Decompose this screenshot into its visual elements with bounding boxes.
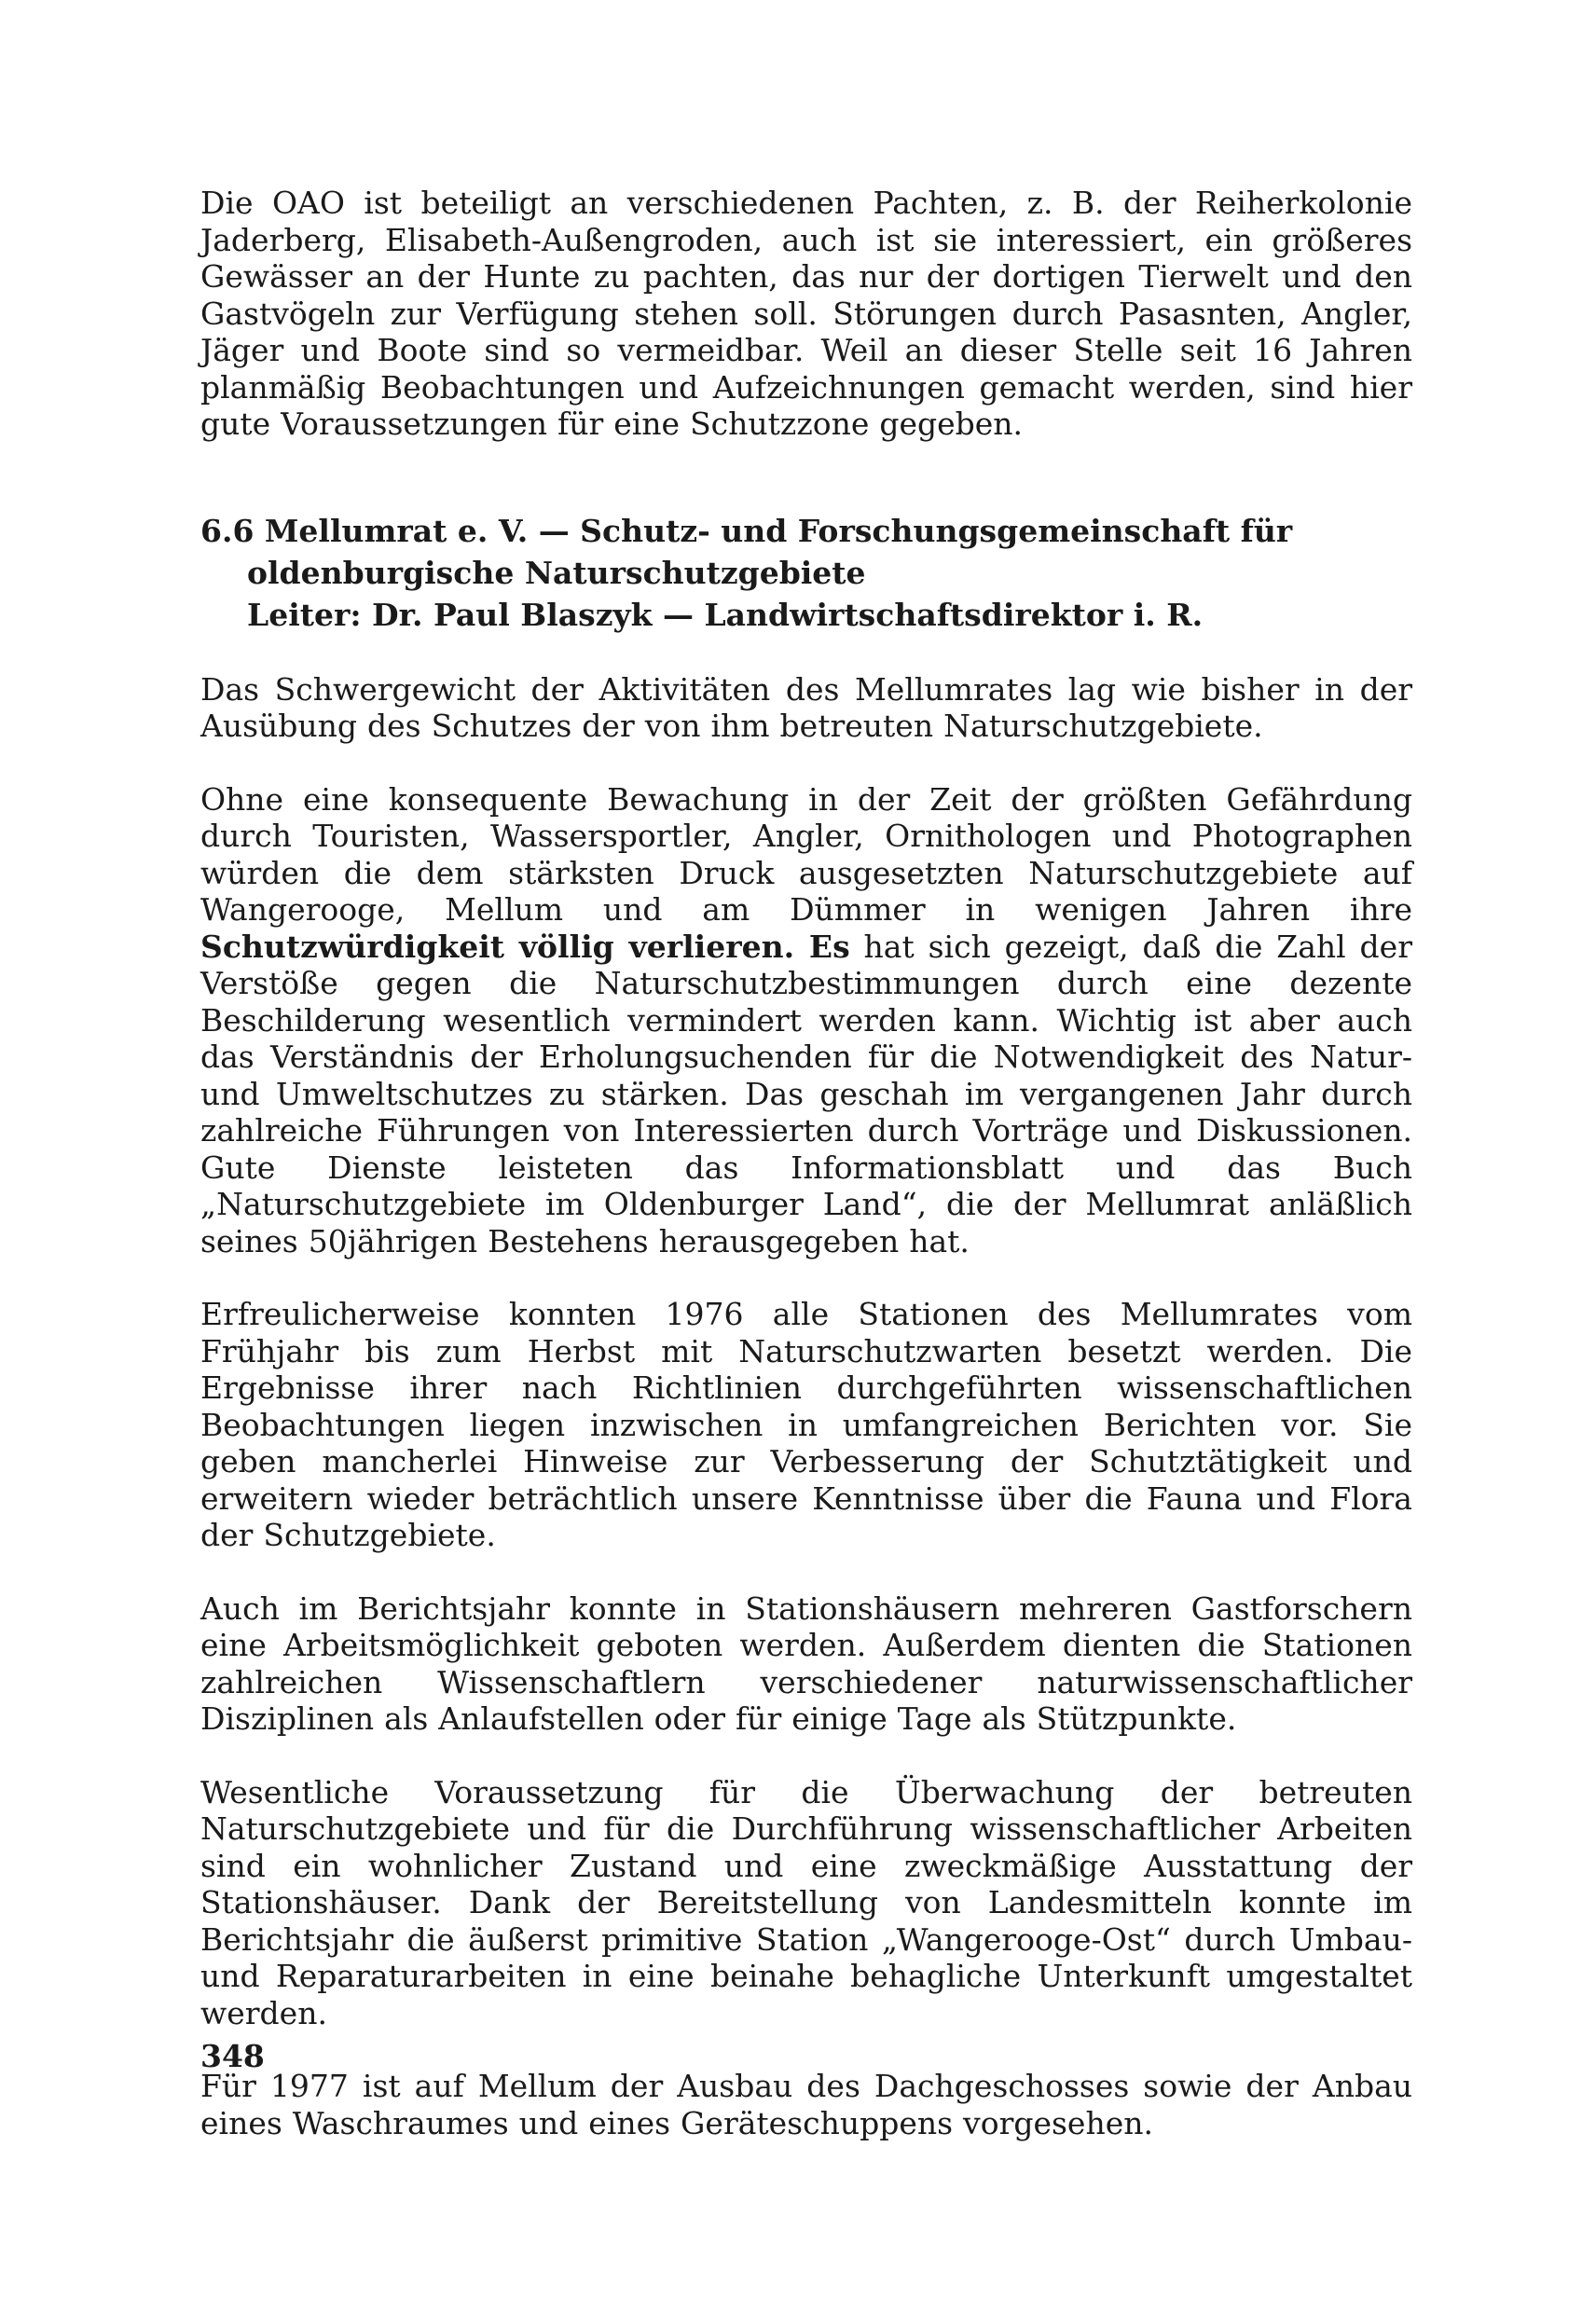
page-body [200, 185, 1412, 2141]
section-heading [200, 510, 1412, 636]
paragraph-stationshaeuser: Wesentliche Voraussetzung für die Überwachung der betreuten Naturschutzgebiete und für die Durchführung wissenschaftlicher Arbeiten sind ein wohnlicher Zustand und eine zweckmäßige Ausstattung der Stationshäuser. Dank der Bereitstellung von Landesmitteln konnte im Berichtsjahr die äußerst primitive Station „Wangerooge-Ost“ durch Umbau- und Reparaturarbeiten in eine beinahe behagliche Unterkunft umgestaltet werden. [200, 1773, 1412, 2031]
paragraph-oao-pachten: Die OAO ist beteiligt an verschiedenen Pachten, z. B. der Reiherkolonie Jaderberg, Elisabeth-Außengroden, auch ist sie interessiert, ein größeres Gewässer an der Hunte zu pachten, das nur der dortigen Tierwelt und den Gastvögeln zur Verfügung stehen soll. Störungen durch Pasasnten, Angler, Jäger und Boote sind so vermeidbar. Weil an dieser Stelle seit 16 Jahren planmäßig Beobachtungen und Aufzeichnungen gemacht werden, sind hier gute Voraussetzungen für eine Schutzzone gegeben. [200, 185, 1412, 442]
section-heading-subtitle: oldenburgische Naturschutzgebiete [247, 554, 866, 591]
paragraph-stationen-besetzt: Erfreulicherweise konnten 1976 alle Stationen des Mellumrates vom Frühjahr bis zum Herbst mit Naturschutzwarten besetzt werden. Die Ergebnisse ihrer nach Richtlinien durchgeführten wissenschaftlichen Beobachtungen liegen inzwischen in umfangreichen Berichten vor. Sie geben mancherlei Hinweise zur Verbesserung der Schutztätigkeit und erweitern wieder beträchtlich unsere Kenntnisse über die Fauna und Flora der Schutzgebiete. [200, 1296, 1412, 1553]
paragraph-bewachung [200, 781, 1412, 1260]
paragraph-gastforscher: Auch im Berichtsjahr konnte in Stationshäusern mehreren Gastforschern eine Arbeitsmöglichkeit geboten werden. Außerdem dienten die Stationen zahlreichen Wissenschaftlern verschiedener naturwissenschaftlicher Disziplinen als Anlaufstellen oder für einige Tage als Stützpunkte. [200, 1590, 1412, 1737]
paragraph-bewachung-part2: hat sich gezeigt, daß die Zahl der Verstöße gegen die Naturschutzbestimmungen durch eine dezente Beschilderung wesentlich vermindert werden kann. Wichtig ist aber auch das Verständnis der Erholungsuchenden für die Notwendigkeit des Natur- und Umweltschutzes zu stärken. Das geschah im vergangenen Jahr durch zahlreiche Führungen von Interessierten durch Vorträge und Diskussionen. Gute Dienste leisteten das Informationsblatt und das Buch „Naturschutzgebiete im Oldenburger Land“, die der Mellumrat anläßlich seines 50jährigen Bestehens herausgegeben hat. [200, 928, 1412, 1259]
paragraph-bewachung-part1: Ohne eine konsequente Bewachung in der Zeit der größten Gefährdung durch Touristen, Wassersportler, Angler, Ornithologen und Photographen würden die dem stärksten Druck ausgesetzten Naturschutzgebiete auf Wangerooge, Mellum und am Dümmer in wenigen Jahren ihre [200, 780, 1412, 928]
paragraph-mellum-1977: Für 1977 ist auf Mellum der Ausbau des Dachgeschosses sowie der Anbau eines Waschraumes und eines Geräteschuppens vorgesehen. [200, 2068, 1412, 2141]
section-heading-leader: Leiter: Dr. Paul Blaszyk — Landwirtschaftsdirektor i. R. [247, 596, 1204, 633]
page-number: 348 [200, 2038, 265, 2074]
paragraph-schwergewicht: Das Schwergewicht der Aktivitäten des Mellumrates lag wie bisher in der Ausübung des Schutzes der von ihm betreuten Naturschutzgebiete. [200, 670, 1412, 744]
paragraph-bewachung-emphasis: Schutzwürdigkeit völlig verlieren. Es [200, 928, 850, 965]
section-heading-title: 6.6 Mellumrat e. V. — Schutz- und Forschungsgemeinschaft für [200, 512, 1293, 549]
